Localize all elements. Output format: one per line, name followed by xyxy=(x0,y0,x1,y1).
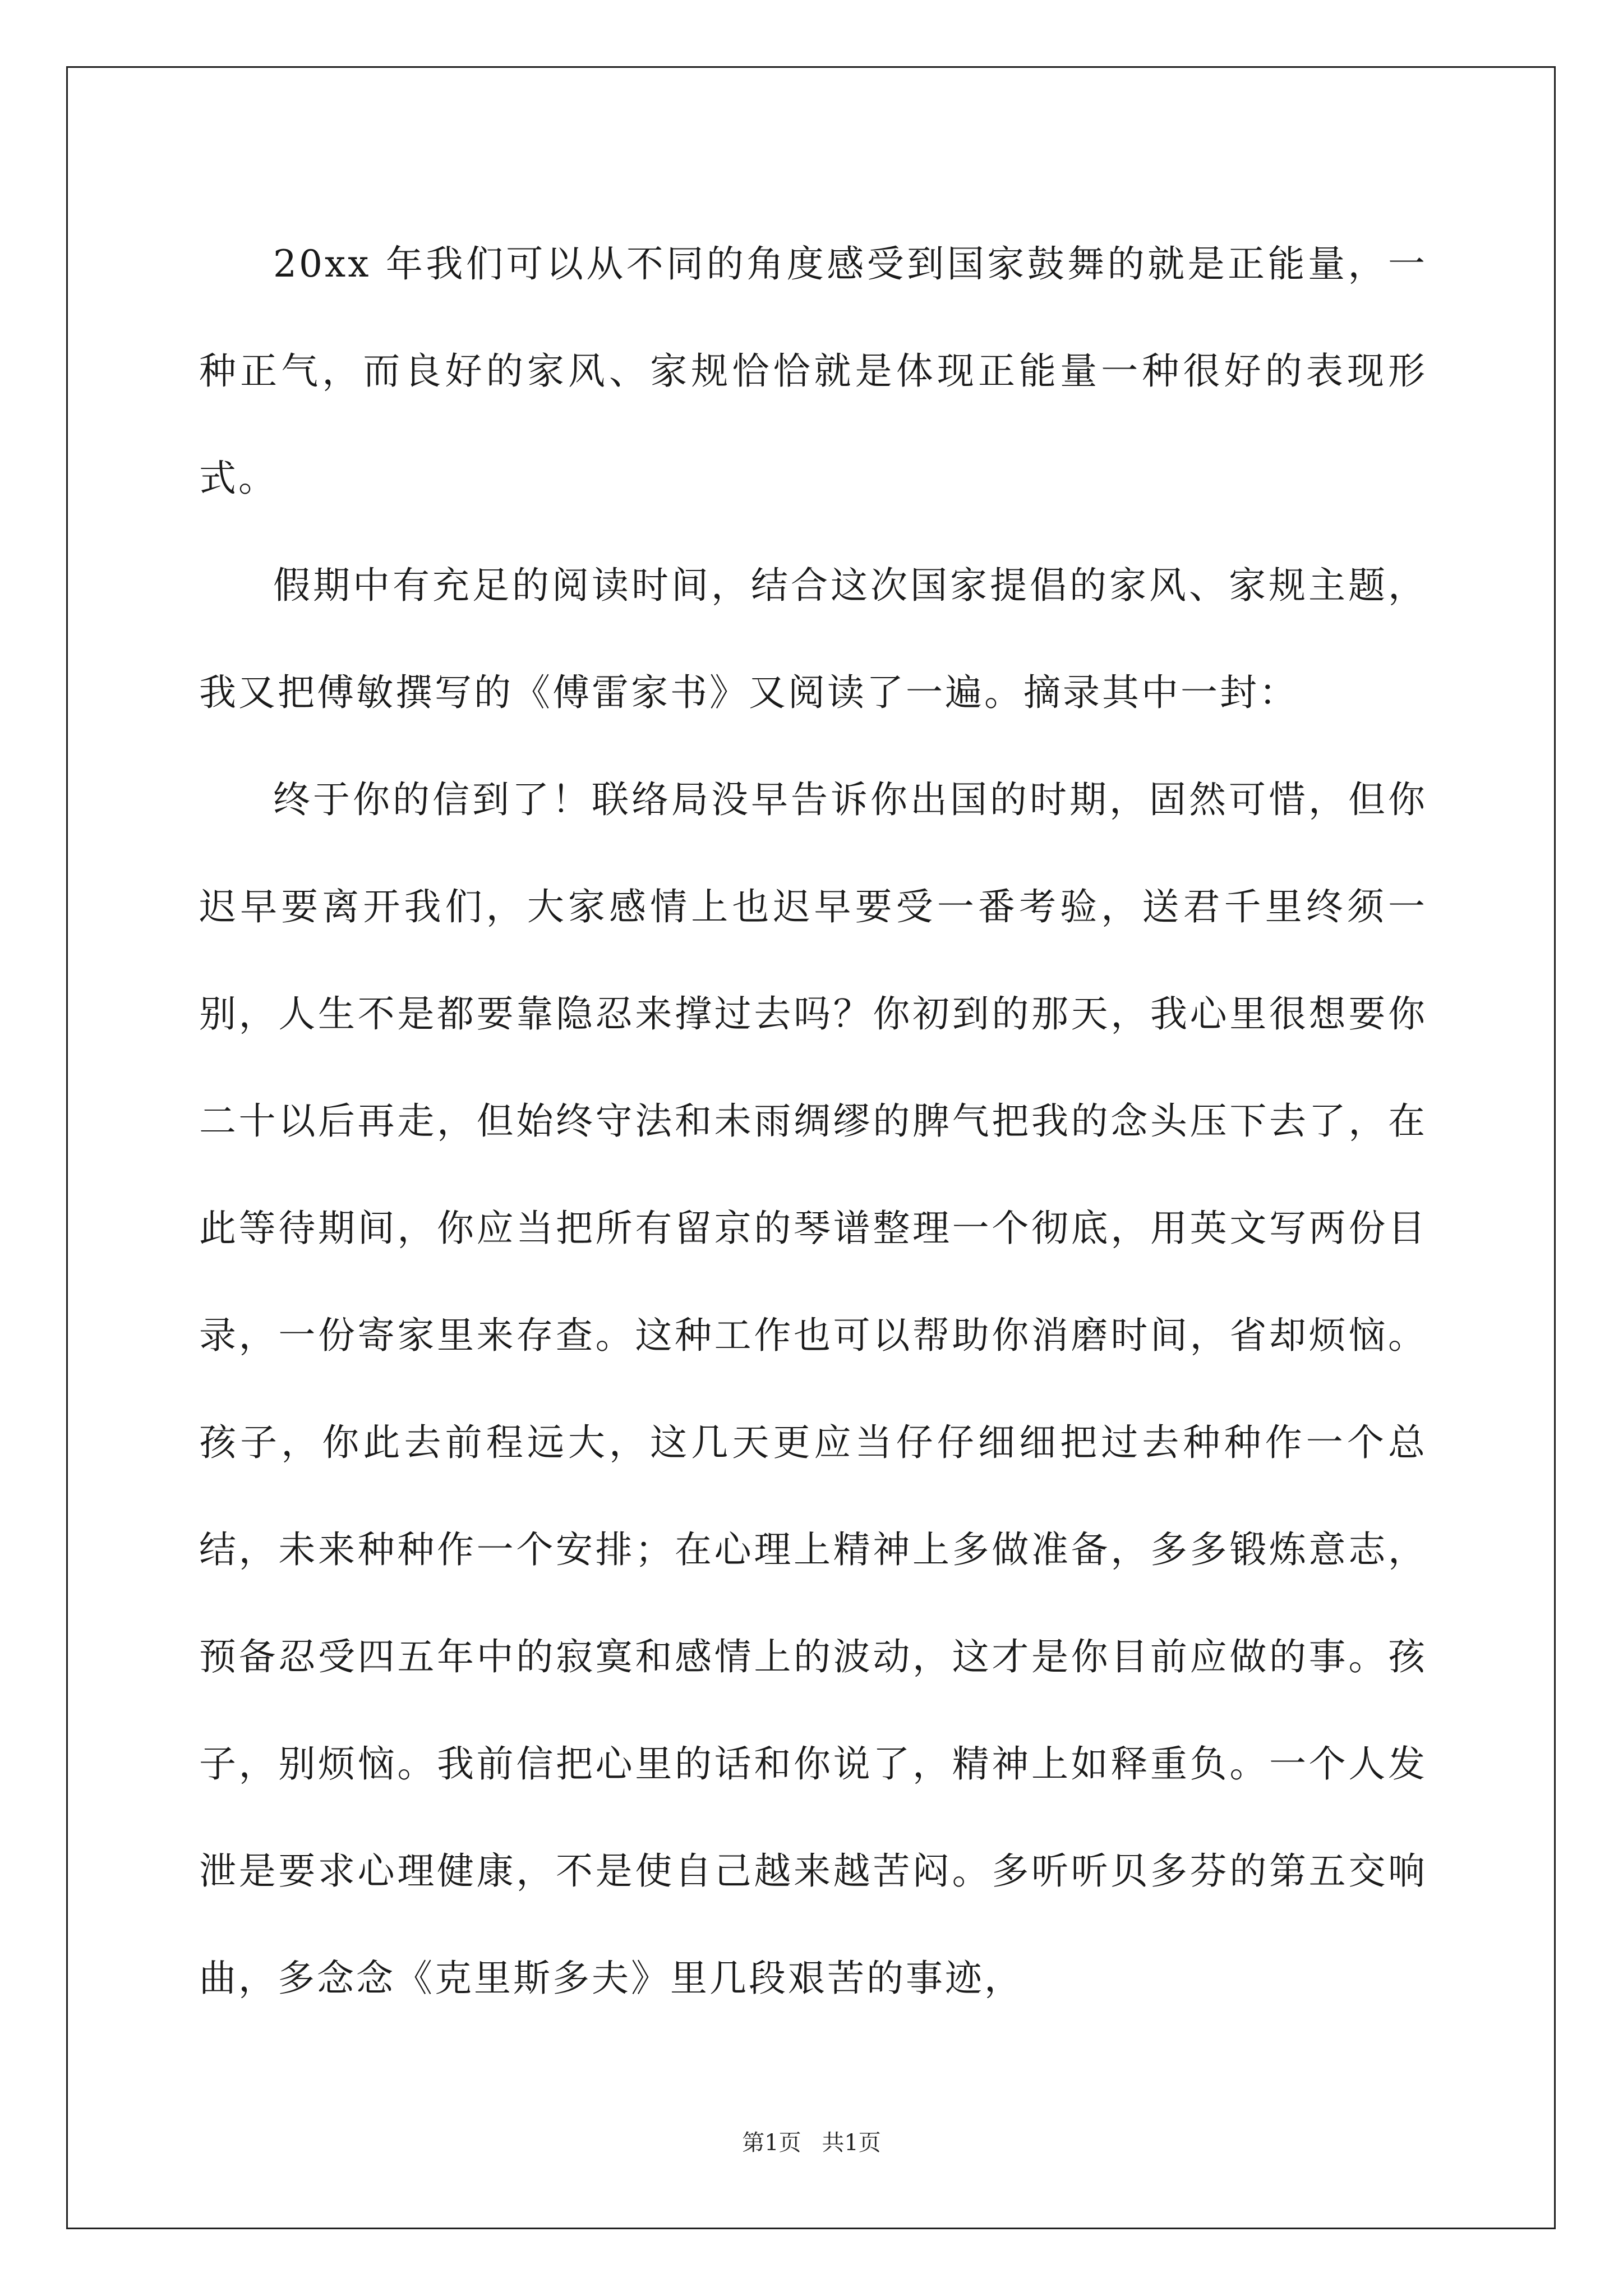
paragraph-3: 终于你的信到了！联络局没早告诉你出国的时期，固然可惜，但你迟早要离开我们，大家感情上也迟早要受一番考验，送君千里终须一别，人生不是都要靠隐忍来撑过去吗？你初到的那天，我心里很想要你二十以后再走，但始终守法和未雨绸缪的脾气把我的念头压下去了，在此等待期间，你应当把所有留京的琴谱整理一个彻底，用英文写两份目录，一份寄家里来存查。这种工作也可以帮助你消磨时间，省却烦恼。孩子，你此去前程远大，这几天更应当仔仔细细把过去种种作一个总结，未来种种作一个安排；在心理上精神上多做准备，多多锻炼意志，预备忍受四五年中的寂寞和感情上的波动，这才是你目前应做的事。孩子，别烦恼。我前信把心里的话和你说了，精神上如释重负。一个人发泄是要求心理健康，不是使自己越来越苦闷。多听听贝多芬的第五交响曲，多念念《克里斯多夫》里几段艰苦的事迹， xyxy=(199,778,1427,2000)
document-body xyxy=(199,210,1427,2032)
page-number-total: 共1页 xyxy=(822,2130,881,2156)
paragraph-2: 假期中有充足的阅读时间，结合这次国家提倡的家风、家规主题，我又把傅敏撰写的《傅雷家书》又阅读了一遍。摘录其中一封： xyxy=(199,564,1427,714)
page-number-current: 第1页 xyxy=(742,2130,801,2156)
page-footer xyxy=(0,2129,1623,2156)
paragraph-1: 20xx 年我们可以从不同的角度感受到国家鼓舞的就是正能量，一种正气，而良好的家风、家规恰恰就是体现正能量一种很好的表现形式。 xyxy=(199,242,1427,500)
